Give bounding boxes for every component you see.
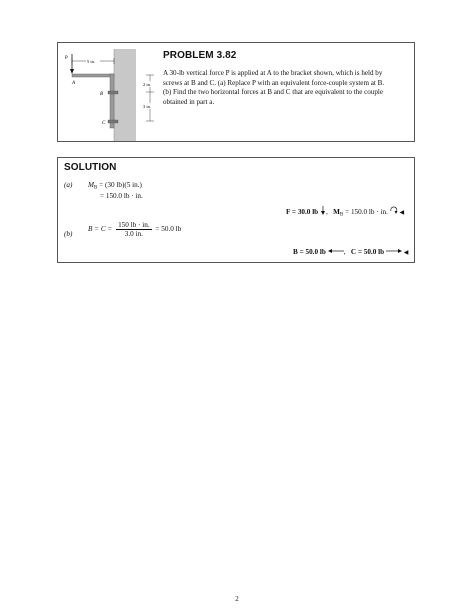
problem-title: PROBLEM 3.82 bbox=[163, 50, 237, 61]
moment-symbol: M bbox=[88, 181, 94, 189]
solution-title: SOLUTION bbox=[64, 162, 117, 173]
dim-3in: 3 in. bbox=[143, 104, 152, 109]
dim-2in: 2 in. bbox=[143, 82, 152, 87]
part-b-fraction bbox=[116, 221, 152, 238]
part-b-lhs: B = C = bbox=[88, 225, 113, 234]
label-B: B bbox=[100, 92, 104, 97]
answer-b-force-C: C = 50.0 lb bbox=[350, 248, 385, 256]
part-b-label: (b) bbox=[64, 230, 73, 238]
bracket-figure bbox=[60, 44, 160, 142]
clockwise-arrow-icon bbox=[390, 206, 398, 215]
moment-subscript: B bbox=[94, 185, 98, 191]
statement-line: screws at B and C. (a) Replace P with an equivalent force-couple system at B. bbox=[163, 78, 385, 87]
answer-marker-icon: ◀ bbox=[399, 210, 405, 216]
answer-a-moment-subscript: B bbox=[339, 212, 344, 218]
answer-b-force-B: B = 50.0 lb bbox=[293, 248, 326, 256]
answer-a: F = 30.0 lb , $M_B = 150.0$ lb · in. ◀ bbox=[286, 208, 405, 218]
answer-marker-icon: ◀ bbox=[403, 250, 409, 256]
statement-line: A 30-lb vertical force P is applied at A to the bracket shown, which is held by bbox=[163, 69, 383, 77]
label-P: P bbox=[65, 56, 68, 61]
arrow-right-icon bbox=[386, 248, 402, 254]
part-a-label: (a) bbox=[64, 181, 73, 189]
arrow-down-icon bbox=[320, 206, 326, 215]
part-b-result: = 50.0 lb bbox=[155, 225, 182, 234]
part-b-equation bbox=[88, 221, 181, 238]
answer-a-moment-value: = 150.0 lb · in. bbox=[345, 208, 388, 216]
fraction-denominator: 3.0 in. bbox=[124, 230, 143, 238]
fraction-numerator: 150 lb · in. bbox=[118, 221, 150, 229]
arrow-left-icon bbox=[328, 248, 344, 254]
dim-5in: 5 in. bbox=[87, 59, 96, 64]
answer-b: B = 50.0 lb , C = 50.0 lb ◀ bbox=[293, 248, 409, 256]
statement-line: obtained in part a. bbox=[163, 97, 215, 106]
problem-box bbox=[57, 42, 415, 142]
label-C: C bbox=[102, 121, 106, 126]
moment-expression: = (30 lb)(5 in.) bbox=[99, 181, 142, 189]
page-number: 2 bbox=[235, 595, 239, 603]
problem-statement bbox=[163, 69, 409, 107]
label-A: A bbox=[72, 81, 76, 86]
answer-a-moment-symbol: M bbox=[333, 208, 340, 216]
answer-a-force: F = 30.0 lb bbox=[286, 208, 319, 216]
solution-box bbox=[57, 157, 415, 263]
part-a-result: = 150.0 lb · in. bbox=[100, 192, 143, 200]
statement-line: (b) Find the two horizontal forces at B and C that are equivalent to the couple bbox=[163, 88, 384, 97]
part-a-moment bbox=[88, 181, 142, 191]
